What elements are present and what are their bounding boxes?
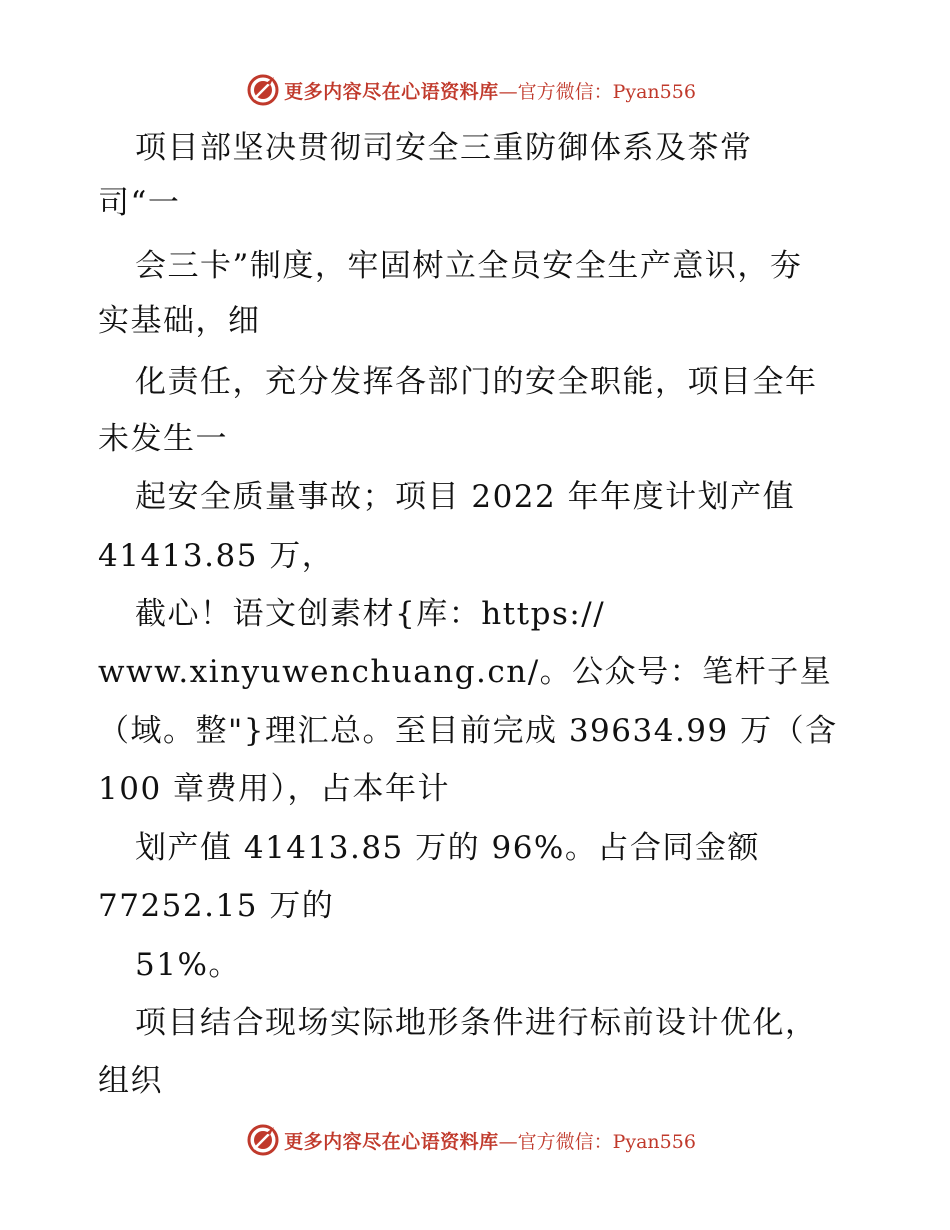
quill-pen-logo-icon bbox=[246, 1123, 280, 1157]
body-line: （域。整"}理汇总。至目前完成 39634.99 万（含 bbox=[98, 713, 838, 749]
body-line: 41413.85 万， bbox=[98, 538, 335, 574]
body-line: 司“一 bbox=[98, 185, 181, 221]
footer-banner-main-text: 更多内容尽在心语资料库 bbox=[284, 1130, 499, 1153]
body-line: 组织 bbox=[98, 1063, 163, 1099]
body-line: 化责任，充分发挥各部门的安全职能，项目全年 bbox=[135, 364, 818, 400]
body-line: 51%。 bbox=[135, 947, 241, 983]
body-line: 截心！语文创素材{库：https:// bbox=[135, 596, 606, 632]
body-line: 实基础，细 bbox=[98, 303, 261, 339]
footer-banner-wechat-text: —官方微信：Pyan556 bbox=[498, 1130, 696, 1153]
body-line: 未发生一 bbox=[98, 421, 228, 457]
body-line: www.xinyuwenchuang.cn/。公众号：笔杆子星 bbox=[98, 654, 833, 690]
body-line: 项目部坚决贯彻司安全三重防御体系及茶常 bbox=[135, 130, 753, 166]
body-line: 项目结合现场实际地形条件进行标前设计优化， bbox=[135, 1005, 818, 1041]
header-banner-main-text: 更多内容尽在心语资料库 bbox=[284, 80, 499, 103]
footer-banner bbox=[0, 1120, 950, 1160]
body-line: 会三卡”制度，牢固树立全员安全生产意识，夯 bbox=[135, 248, 803, 284]
body-line: 77252.15 万的 bbox=[98, 888, 335, 924]
footer-banner-inner bbox=[246, 1123, 696, 1157]
body-line: 起安全质量事故；项目 2022 年年度计划产值 bbox=[135, 479, 796, 515]
header-banner-wechat-text: —官方微信：Pyan556 bbox=[498, 80, 696, 103]
body-line: 100 章费用），占本年计 bbox=[98, 771, 451, 807]
body-line: 划产值 41413.85 万的 96%。占合同金额 bbox=[135, 830, 760, 866]
